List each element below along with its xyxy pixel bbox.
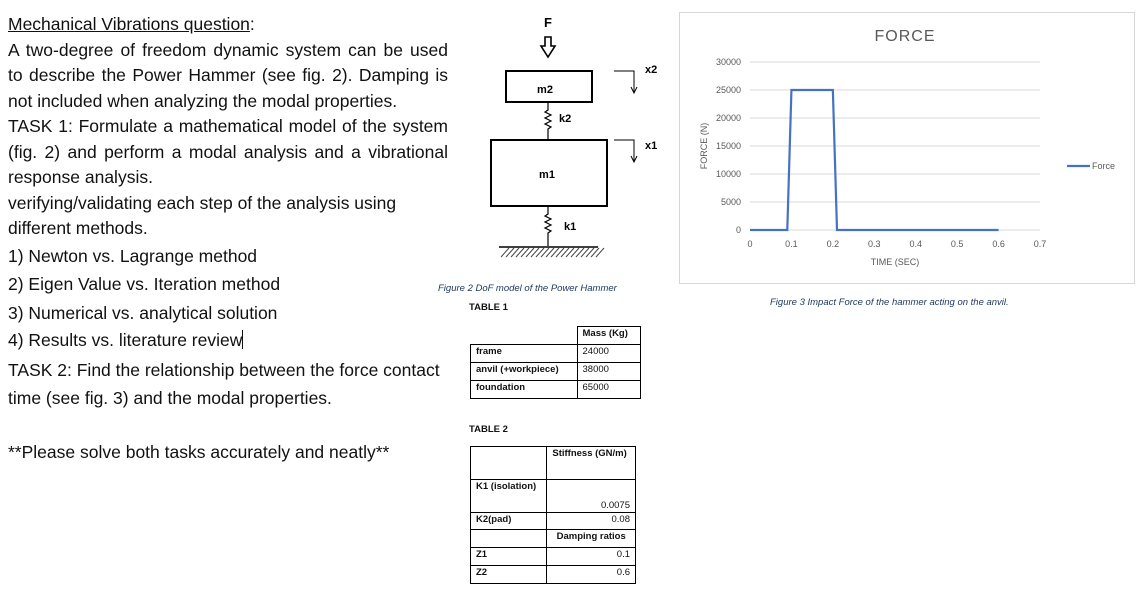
table2 bbox=[470, 446, 636, 584]
series-line-force bbox=[750, 90, 999, 230]
y-tick-label: 30000 bbox=[715, 57, 741, 67]
y-tick-label: 25000 bbox=[715, 85, 741, 95]
chart-title: FORCE bbox=[874, 28, 936, 45]
y-tick-label: 10000 bbox=[715, 169, 741, 179]
x-tick-label: 0 bbox=[747, 239, 753, 249]
table1-title: TABLE 1 bbox=[469, 302, 508, 313]
table2-title: TABLE 2 bbox=[469, 424, 508, 435]
question-intro: A two-degree of freedom dynamic system can be used to describe the Power Hammer (see fig. 2). Damping is not included when analyzing the modal properties. bbox=[8, 39, 448, 111]
y-tick-label: 15000 bbox=[715, 141, 741, 151]
table1-row-name: frame bbox=[471, 345, 578, 363]
figure3-caption: Figure 3 Impact Force of the hammer acting on the anvil. bbox=[770, 297, 1009, 308]
x-axis-label: TIME (SEC) bbox=[870, 257, 920, 267]
spring-k1-label: k1 bbox=[564, 221, 577, 233]
verify-paragraph: verifying/validating each step of the analysis using different methods. bbox=[8, 192, 397, 238]
task2-label: TASK 2 bbox=[8, 359, 68, 380]
question-title: Mechanical Vibrations question bbox=[8, 14, 250, 34]
spring-k2 bbox=[545, 102, 551, 140]
x-tick-label: 0.3 bbox=[868, 239, 881, 249]
table2-k2-label: K2(pad) bbox=[471, 513, 547, 530]
x-tick-label: 0.5 bbox=[950, 239, 964, 249]
table1-row-value: 38000 bbox=[577, 363, 640, 381]
table2-z2-value: 0.6 bbox=[547, 566, 636, 584]
table2-damping-header: Damping ratios bbox=[547, 530, 636, 548]
mass-m1-label: m1 bbox=[539, 169, 555, 181]
table1-row-value: 65000 bbox=[577, 381, 640, 399]
spring-k1 bbox=[545, 206, 551, 246]
table1-row-name: anvil (+workpiece) bbox=[471, 363, 578, 381]
table2-z2-label: Z2 bbox=[471, 566, 547, 584]
title-colon: : bbox=[249, 14, 255, 34]
table-row bbox=[471, 363, 641, 381]
table1-header: Mass (Kg) bbox=[577, 327, 640, 345]
table1-row-value: 24000 bbox=[577, 345, 640, 363]
x2-indicator bbox=[614, 71, 634, 92]
table2-k1-label: K1 (isolation) bbox=[471, 480, 547, 513]
table2-header: Stiffness (GN/m) bbox=[547, 447, 636, 480]
table2-z1-label: Z1 bbox=[471, 548, 547, 566]
spring-k2-label: k2 bbox=[559, 113, 572, 125]
table-row bbox=[471, 513, 636, 530]
force-chart bbox=[680, 13, 1134, 283]
x-tick-label: 0.6 bbox=[992, 239, 1005, 249]
table-row bbox=[471, 548, 636, 566]
table-row bbox=[471, 345, 641, 363]
task2-paragraph bbox=[8, 356, 448, 412]
table-row bbox=[471, 381, 641, 399]
table2-k2-value: 0.08 bbox=[547, 513, 636, 530]
method-item-2: 2) Eigen Value vs. Iteration method bbox=[8, 274, 281, 294]
dof-model-diagram bbox=[0, 0, 680, 300]
legend-label: Force bbox=[1092, 161, 1116, 171]
force-chart-frame bbox=[679, 12, 1135, 284]
task1-text: : Formulate a mathematical model of the system (fig. 2) and perform a modal analysis and a vibrational response analysis. bbox=[8, 116, 448, 187]
y-tick-label: 0 bbox=[735, 225, 741, 235]
table-row bbox=[471, 566, 636, 584]
table2-k1-value: 0.0075 bbox=[547, 480, 636, 513]
x-tick-label: 0.2 bbox=[826, 239, 840, 249]
method-item-3: 3) Numerical vs. analytical solution bbox=[8, 302, 278, 323]
task1-label: TASK 1 bbox=[8, 116, 68, 136]
x-tick-label: 0.4 bbox=[909, 239, 922, 249]
note-text: **Please solve both tasks accurately and neatly** bbox=[8, 441, 390, 462]
x-tick-label: 0.1 bbox=[785, 239, 798, 249]
ground-hatch bbox=[501, 248, 604, 257]
text-cursor bbox=[242, 330, 243, 349]
x1-label: x1 bbox=[645, 140, 658, 152]
y-tick-label: 20000 bbox=[715, 113, 741, 123]
mass-m2-label: m2 bbox=[537, 84, 553, 96]
y-axis-label: FORCE (N) bbox=[699, 122, 709, 170]
x1-indicator bbox=[614, 140, 634, 161]
figure2-caption: Figure 2 DoF model of the Power Hammer bbox=[438, 283, 617, 294]
method-item-4-text: 4) Results vs. literature review bbox=[8, 330, 243, 350]
table-row bbox=[471, 480, 636, 513]
x2-label: x2 bbox=[645, 64, 658, 76]
x-tick-label: 0.7 bbox=[1033, 239, 1047, 249]
method-item-1: 1) Newton vs. Lagrange method bbox=[8, 245, 258, 266]
force-arrow-icon bbox=[541, 37, 555, 57]
task2-text: : Find the relationship between the force contact time (see fig. 3) and the modal properties. bbox=[8, 359, 440, 408]
force-label: F bbox=[544, 15, 552, 30]
y-tick-label: 5000 bbox=[720, 197, 741, 207]
table1 bbox=[470, 326, 641, 399]
method-item-4 bbox=[8, 328, 448, 354]
table1-row-name: foundation bbox=[471, 381, 578, 399]
table2-z1-value: 0.1 bbox=[547, 548, 636, 566]
